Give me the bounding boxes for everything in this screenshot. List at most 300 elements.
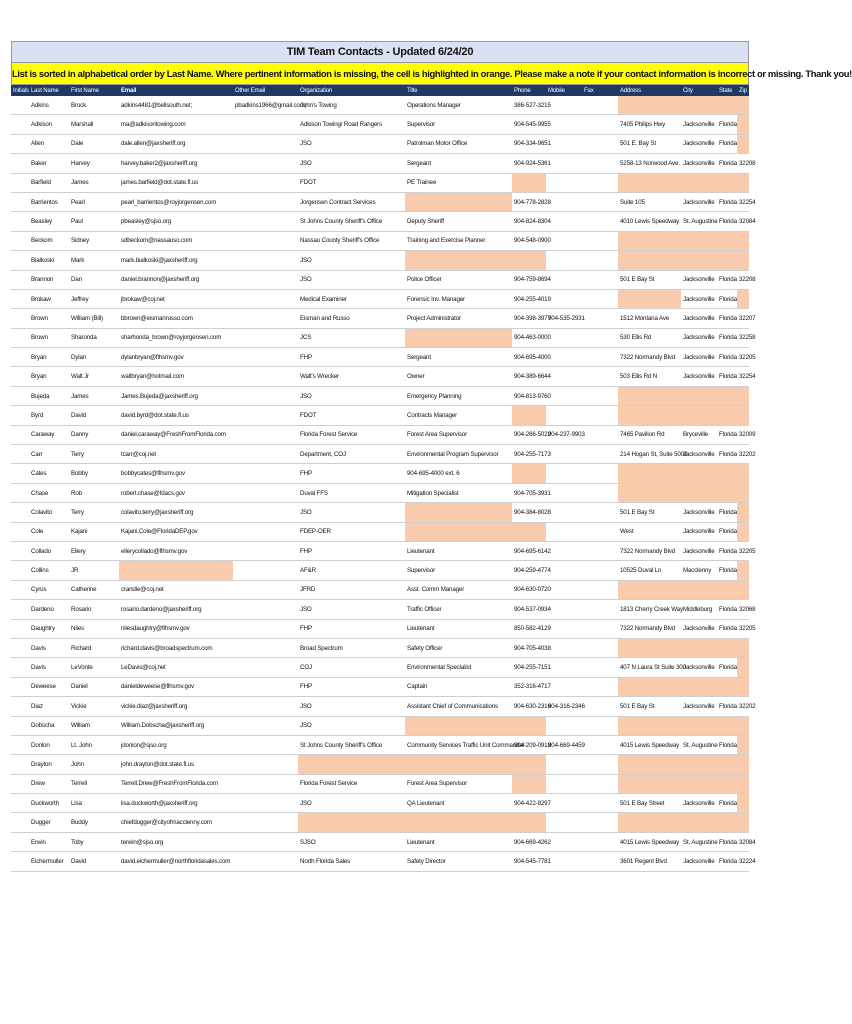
- cell-city[interactable]: Jacksonville: [681, 309, 717, 328]
- cell-fax[interactable]: [582, 580, 618, 599]
- cell-initials[interactable]: [11, 270, 29, 289]
- cell-mobile[interactable]: [546, 852, 582, 871]
- cell-title[interactable]: [405, 251, 512, 270]
- cell-last-name[interactable]: Collado: [29, 541, 69, 560]
- cell-city[interactable]: Jacksonville: [681, 348, 717, 367]
- cell-initials[interactable]: [11, 406, 29, 425]
- table-row[interactable]: [11, 464, 749, 483]
- cell-mobile[interactable]: [546, 115, 582, 134]
- cell-city[interactable]: St. Augustine: [681, 212, 717, 231]
- cell-state[interactable]: Florida: [717, 852, 737, 871]
- cell-zip[interactable]: [737, 96, 749, 115]
- cell-zip[interactable]: [737, 561, 749, 580]
- cell-other-email[interactable]: [233, 541, 298, 560]
- cell-address[interactable]: [618, 755, 681, 774]
- cell-fax[interactable]: [582, 96, 618, 115]
- cell-state[interactable]: Florida: [717, 794, 737, 813]
- cell-other-email[interactable]: [233, 406, 298, 425]
- cell-title[interactable]: Asst. Comm Manager: [405, 580, 512, 599]
- cell-first-name[interactable]: Ellery: [69, 541, 119, 560]
- cell-initials[interactable]: [11, 425, 29, 444]
- table-row[interactable]: [11, 638, 749, 657]
- cell-fax[interactable]: [582, 406, 618, 425]
- cell-organization[interactable]: Broad Spectrum: [298, 638, 405, 657]
- cell-title[interactable]: [405, 328, 512, 347]
- cell-first-name[interactable]: Pearl: [69, 192, 119, 211]
- cell-phone[interactable]: 352-316-4717: [512, 677, 546, 696]
- cell-mobile[interactable]: [546, 503, 582, 522]
- table-row[interactable]: [11, 561, 749, 580]
- cell-address[interactable]: [618, 774, 681, 793]
- cell-last-name[interactable]: Erwin: [29, 832, 69, 851]
- cell-fax[interactable]: [582, 231, 618, 250]
- cell-city[interactable]: [681, 464, 717, 483]
- cell-other-email[interactable]: [233, 367, 298, 386]
- cell-address[interactable]: [618, 173, 681, 192]
- cell-initials[interactable]: [11, 697, 29, 716]
- cell-state[interactable]: Florida: [717, 154, 737, 173]
- column-header-email[interactable]: Email: [119, 85, 233, 96]
- cell-last-name[interactable]: Dardeno: [29, 600, 69, 619]
- cell-address[interactable]: 1512 Montana Ave: [618, 309, 681, 328]
- cell-phone[interactable]: 904-669-4262: [512, 832, 546, 851]
- cell-other-email[interactable]: [233, 619, 298, 638]
- cell-organization[interactable]: Duval FFS: [298, 483, 405, 502]
- table-row[interactable]: [11, 503, 749, 522]
- cell-last-name[interactable]: Barfield: [29, 173, 69, 192]
- cell-email[interactable]: richard.davis@broadspectrum.com: [119, 638, 233, 657]
- cell-fax[interactable]: [582, 251, 618, 270]
- cell-initials[interactable]: [11, 561, 29, 580]
- cell-fax[interactable]: [582, 697, 618, 716]
- cell-first-name[interactable]: Daniel: [69, 677, 119, 696]
- cell-last-name[interactable]: Collins: [29, 561, 69, 580]
- cell-organization[interactable]: FHP: [298, 464, 405, 483]
- cell-mobile[interactable]: [546, 212, 582, 231]
- table-row[interactable]: [11, 522, 749, 541]
- cell-title[interactable]: Captain: [405, 677, 512, 696]
- cell-state[interactable]: [717, 406, 737, 425]
- cell-phone[interactable]: [512, 251, 546, 270]
- cell-initials[interactable]: [11, 309, 29, 328]
- cell-state[interactable]: Florida: [717, 735, 737, 754]
- table-row[interactable]: [11, 386, 749, 405]
- cell-zip[interactable]: 32068: [737, 600, 749, 619]
- cell-zip[interactable]: [737, 503, 749, 522]
- cell-email[interactable]: mark.bialkoski@jaxsheriff.org: [119, 251, 233, 270]
- cell-phone[interactable]: 904-398-3977: [512, 309, 546, 328]
- cell-address[interactable]: 5258-13 Norwood Ave.: [618, 154, 681, 173]
- cell-phone[interactable]: 904-384-8028: [512, 503, 546, 522]
- cell-last-name[interactable]: Carr: [29, 445, 69, 464]
- column-header-address[interactable]: Address: [618, 85, 681, 96]
- table-row[interactable]: [11, 774, 749, 793]
- cell-first-name[interactable]: Brock: [69, 96, 119, 115]
- cell-state[interactable]: [717, 386, 737, 405]
- cell-other-email[interactable]: [233, 173, 298, 192]
- cell-other-email[interactable]: [233, 231, 298, 250]
- cell-city[interactable]: [681, 638, 717, 657]
- cell-email[interactable]: dylanbryan@flhsmv.gov: [119, 348, 233, 367]
- cell-phone[interactable]: [512, 813, 546, 832]
- cell-initials[interactable]: [11, 735, 29, 754]
- cell-other-email[interactable]: [233, 212, 298, 231]
- cell-other-email[interactable]: [233, 115, 298, 134]
- cell-phone[interactable]: 904-334-9651: [512, 134, 546, 153]
- cell-last-name[interactable]: Bryan: [29, 367, 69, 386]
- cell-phone[interactable]: 904-824-8304: [512, 212, 546, 231]
- cell-fax[interactable]: [582, 386, 618, 405]
- cell-state[interactable]: Florida: [717, 348, 737, 367]
- cell-other-email[interactable]: [233, 270, 298, 289]
- cell-title[interactable]: Contracts Manager: [405, 406, 512, 425]
- cell-title[interactable]: PE Trainee: [405, 173, 512, 192]
- cell-title[interactable]: Assistant Chief of Communications: [405, 697, 512, 716]
- cell-other-email[interactable]: [233, 309, 298, 328]
- cell-first-name[interactable]: Vickie: [69, 697, 119, 716]
- cell-last-name[interactable]: Allen: [29, 134, 69, 153]
- table-row[interactable]: [11, 115, 749, 134]
- cell-organization[interactable]: John's Towing: [298, 96, 405, 115]
- cell-organization[interactable]: JSO: [298, 386, 405, 405]
- cell-title[interactable]: Sergeant: [405, 348, 512, 367]
- cell-address[interactable]: [618, 289, 681, 308]
- cell-other-email[interactable]: [233, 522, 298, 541]
- cell-email[interactable]: sdbeckom@nassauso.com: [119, 231, 233, 250]
- cell-title[interactable]: [405, 503, 512, 522]
- cell-city[interactable]: Jacksonville: [681, 115, 717, 134]
- cell-phone[interactable]: 386-527-3215: [512, 96, 546, 115]
- cell-last-name[interactable]: Davis: [29, 638, 69, 657]
- cell-title[interactable]: Supervisor: [405, 115, 512, 134]
- cell-city[interactable]: Jacksonville: [681, 541, 717, 560]
- cell-initials[interactable]: [11, 658, 29, 677]
- cell-phone[interactable]: 904-705-3931: [512, 483, 546, 502]
- cell-city[interactable]: [681, 251, 717, 270]
- cell-organization[interactable]: Jorgensen Contract Services: [298, 192, 405, 211]
- cell-mobile[interactable]: [546, 600, 582, 619]
- cell-first-name[interactable]: JR: [69, 561, 119, 580]
- cell-last-name[interactable]: Cole: [29, 522, 69, 541]
- cell-email[interactable]: john.drayton@dot.state.fl.us: [119, 755, 233, 774]
- cell-zip[interactable]: 32254: [737, 192, 749, 211]
- cell-title[interactable]: Environmental Program Supervisor: [405, 445, 512, 464]
- cell-initials[interactable]: [11, 96, 29, 115]
- cell-last-name[interactable]: Byrd: [29, 406, 69, 425]
- cell-last-name[interactable]: Caraway: [29, 425, 69, 444]
- cell-title[interactable]: Safety Director: [405, 852, 512, 871]
- cell-zip[interactable]: 32009: [737, 425, 749, 444]
- cell-email[interactable]: tcarr@coj.net: [119, 445, 233, 464]
- column-header-mobile[interactable]: Mobile: [546, 85, 582, 96]
- cell-first-name[interactable]: Walt Jr: [69, 367, 119, 386]
- cell-email[interactable]: terwin@sjso.org: [119, 832, 233, 851]
- cell-city[interactable]: Macclenny: [681, 561, 717, 580]
- cell-state[interactable]: [717, 774, 737, 793]
- cell-city[interactable]: [681, 173, 717, 192]
- table-row[interactable]: [11, 192, 749, 211]
- cell-zip[interactable]: 32205: [737, 348, 749, 367]
- cell-first-name[interactable]: Catherine: [69, 580, 119, 599]
- table-row[interactable]: [11, 541, 749, 560]
- cell-fax[interactable]: [582, 173, 618, 192]
- cell-organization[interactable]: JSO: [298, 697, 405, 716]
- cell-initials[interactable]: [11, 251, 29, 270]
- cell-organization[interactable]: FHP: [298, 541, 405, 560]
- cell-phone[interactable]: 904-630-2316: [512, 697, 546, 716]
- cell-zip[interactable]: 32254: [737, 367, 749, 386]
- cell-zip[interactable]: [737, 289, 749, 308]
- cell-address[interactable]: [618, 638, 681, 657]
- cell-other-email[interactable]: [233, 425, 298, 444]
- cell-initials[interactable]: [11, 231, 29, 250]
- cell-city[interactable]: [681, 386, 717, 405]
- cell-email[interactable]: jbrokaw@coj.net: [119, 289, 233, 308]
- cell-phone[interactable]: [512, 716, 546, 735]
- cell-title[interactable]: Lieutenant: [405, 619, 512, 638]
- cell-zip[interactable]: [737, 735, 749, 754]
- cell-fax[interactable]: [582, 522, 618, 541]
- cell-zip[interactable]: [737, 813, 749, 832]
- cell-initials[interactable]: [11, 774, 29, 793]
- cell-other-email[interactable]: [233, 697, 298, 716]
- cell-address[interactable]: 501 E Bay St: [618, 270, 681, 289]
- cell-city[interactable]: Jacksonville: [681, 192, 717, 211]
- cell-city[interactable]: Jacksonville: [681, 367, 717, 386]
- cell-organization[interactable]: JCS: [298, 328, 405, 347]
- cell-other-email[interactable]: [233, 445, 298, 464]
- cell-mobile[interactable]: [546, 580, 582, 599]
- cell-last-name[interactable]: Daughtry: [29, 619, 69, 638]
- cell-fax[interactable]: [582, 154, 618, 173]
- table-row[interactable]: [11, 367, 749, 386]
- cell-city[interactable]: Jacksonville: [681, 328, 717, 347]
- cell-zip[interactable]: [737, 522, 749, 541]
- cell-first-name[interactable]: Lisa: [69, 794, 119, 813]
- cell-initials[interactable]: [11, 794, 29, 813]
- cell-title[interactable]: Patrolman Motor Office: [405, 134, 512, 153]
- cell-address[interactable]: [618, 231, 681, 250]
- cell-phone[interactable]: 904-630-0720: [512, 580, 546, 599]
- cell-first-name[interactable]: James: [69, 173, 119, 192]
- cell-email[interactable]: pbeasley@sjso.org: [119, 212, 233, 231]
- cell-zip[interactable]: 32208: [737, 154, 749, 173]
- cell-other-email[interactable]: [233, 386, 298, 405]
- cell-organization[interactable]: Department, COJ: [298, 445, 405, 464]
- cell-city[interactable]: St. Augustine: [681, 735, 717, 754]
- cell-zip[interactable]: 32207: [737, 309, 749, 328]
- cell-address[interactable]: 7322 Normandy Blvd: [618, 619, 681, 638]
- cell-zip[interactable]: [737, 658, 749, 677]
- cell-address[interactable]: 501 E Bay Street: [618, 794, 681, 813]
- table-row[interactable]: [11, 309, 749, 328]
- cell-other-email[interactable]: [233, 813, 298, 832]
- cell-mobile[interactable]: [546, 794, 582, 813]
- cell-state[interactable]: Florida: [717, 425, 737, 444]
- cell-fax[interactable]: [582, 735, 618, 754]
- cell-organization[interactable]: Eisman and Russo: [298, 309, 405, 328]
- column-header-other-email[interactable]: Other Email: [233, 85, 298, 96]
- cell-mobile[interactable]: [546, 619, 582, 638]
- cell-address[interactable]: 7465 Pavilion Rd: [618, 425, 681, 444]
- cell-city[interactable]: Jacksonville: [681, 658, 717, 677]
- cell-other-email[interactable]: [233, 154, 298, 173]
- cell-state[interactable]: Florida: [717, 328, 737, 347]
- cell-mobile[interactable]: [546, 813, 582, 832]
- cell-email[interactable]: [119, 561, 233, 580]
- cell-state[interactable]: [717, 231, 737, 250]
- cell-address[interactable]: 501 E Bay St: [618, 697, 681, 716]
- cell-initials[interactable]: [11, 503, 29, 522]
- cell-address[interactable]: 4015 Lewis Speedway: [618, 832, 681, 851]
- cell-other-email[interactable]: [233, 755, 298, 774]
- cell-mobile[interactable]: 904-316-2346: [546, 697, 582, 716]
- cell-mobile[interactable]: [546, 638, 582, 657]
- cell-first-name[interactable]: Harvey: [69, 154, 119, 173]
- cell-other-email[interactable]: [233, 289, 298, 308]
- table-row[interactable]: [11, 852, 749, 871]
- cell-phone[interactable]: [512, 774, 546, 793]
- cell-phone[interactable]: 904-255-4019: [512, 289, 546, 308]
- cell-fax[interactable]: [582, 445, 618, 464]
- cell-first-name[interactable]: Bobby: [69, 464, 119, 483]
- cell-title[interactable]: Emergency Planning: [405, 386, 512, 405]
- cell-zip[interactable]: 32224: [737, 852, 749, 871]
- cell-email[interactable]: bobbycates@flhsmv.gov: [119, 464, 233, 483]
- cell-state[interactable]: [717, 755, 737, 774]
- cell-phone[interactable]: 904-255-7151: [512, 658, 546, 677]
- table-row[interactable]: [11, 832, 749, 851]
- column-header-initials[interactable]: Initials: [11, 85, 29, 96]
- cell-last-name[interactable]: Adkison: [29, 115, 69, 134]
- table-row[interactable]: [11, 251, 749, 270]
- cell-state[interactable]: [717, 173, 737, 192]
- cell-email[interactable]: david.eichermuller@northfloridasales.com: [119, 852, 233, 871]
- cell-zip[interactable]: [737, 638, 749, 657]
- cell-state[interactable]: [717, 677, 737, 696]
- cell-city[interactable]: [681, 483, 717, 502]
- cell-fax[interactable]: [582, 115, 618, 134]
- cell-address[interactable]: 7322 Normandy Blvd: [618, 348, 681, 367]
- cell-initials[interactable]: [11, 832, 29, 851]
- cell-initials[interactable]: [11, 289, 29, 308]
- cell-state[interactable]: Florida: [717, 832, 737, 851]
- cell-other-email[interactable]: [233, 464, 298, 483]
- cell-last-name[interactable]: Beckom: [29, 231, 69, 250]
- cell-fax[interactable]: [582, 813, 618, 832]
- cell-address[interactable]: [618, 813, 681, 832]
- cell-last-name[interactable]: Duckworth: [29, 794, 69, 813]
- table-row[interactable]: [11, 425, 749, 444]
- cell-first-name[interactable]: William (Bill): [69, 309, 119, 328]
- cell-organization[interactable]: Florida Forest Service: [298, 774, 405, 793]
- cell-title[interactable]: Owner: [405, 367, 512, 386]
- cell-organization[interactable]: JSO: [298, 270, 405, 289]
- cell-organization[interactable]: COJ: [298, 658, 405, 677]
- cell-other-email[interactable]: [233, 832, 298, 851]
- table-row[interactable]: [11, 755, 749, 774]
- cell-organization[interactable]: FHP: [298, 348, 405, 367]
- cell-last-name[interactable]: Diaz: [29, 697, 69, 716]
- cell-last-name[interactable]: Chase: [29, 483, 69, 502]
- cell-last-name[interactable]: Bialkoski: [29, 251, 69, 270]
- cell-initials[interactable]: [11, 464, 29, 483]
- cell-title[interactable]: Police Officer: [405, 270, 512, 289]
- cell-last-name[interactable]: Beasley: [29, 212, 69, 231]
- column-header-city[interactable]: City: [681, 85, 717, 96]
- cell-title[interactable]: Forest Area Supervisor: [405, 425, 512, 444]
- cell-zip[interactable]: 32202: [737, 697, 749, 716]
- cell-email[interactable]: sharhonda_brown@royjorgensen.com: [119, 328, 233, 347]
- cell-mobile[interactable]: [546, 406, 582, 425]
- cell-other-email[interactable]: [233, 852, 298, 871]
- cell-other-email[interactable]: [233, 134, 298, 153]
- cell-fax[interactable]: [582, 600, 618, 619]
- table-row[interactable]: [11, 600, 749, 619]
- cell-title[interactable]: QA Lieutenant: [405, 794, 512, 813]
- cell-state[interactable]: Florida: [717, 309, 737, 328]
- cell-email[interactable]: daniel.caraway@FreshFromFlorida.com: [119, 425, 233, 444]
- cell-phone[interactable]: [512, 522, 546, 541]
- cell-city[interactable]: [681, 677, 717, 696]
- cell-mobile[interactable]: [546, 541, 582, 560]
- cell-city[interactable]: Jacksonville: [681, 289, 717, 308]
- cell-title[interactable]: Sergeant: [405, 154, 512, 173]
- cell-organization[interactable]: St Johns County Sheriff's Office: [298, 212, 405, 231]
- cell-first-name[interactable]: Dylan: [69, 348, 119, 367]
- cell-organization[interactable]: JSO: [298, 716, 405, 735]
- cell-phone[interactable]: 904-537-0934: [512, 600, 546, 619]
- table-row[interactable]: [11, 445, 749, 464]
- cell-zip[interactable]: 32084: [737, 212, 749, 231]
- cell-city[interactable]: [681, 774, 717, 793]
- cell-address[interactable]: 214 Hogan St, Suite 5000: [618, 445, 681, 464]
- cell-phone[interactable]: [512, 464, 546, 483]
- cell-initials[interactable]: [11, 755, 29, 774]
- cell-mobile[interactable]: 904-669-4459: [546, 735, 582, 754]
- cell-phone[interactable]: 904-255-7173: [512, 445, 546, 464]
- cell-email[interactable]: dale.allen@jaxsheriff.org: [119, 134, 233, 153]
- cell-phone[interactable]: 904-463-0000: [512, 328, 546, 347]
- cell-last-name[interactable]: Drew: [29, 774, 69, 793]
- cell-phone[interactable]: 904-545-7781: [512, 852, 546, 871]
- cell-other-email[interactable]: [233, 658, 298, 677]
- cell-address[interactable]: [618, 580, 681, 599]
- cell-state[interactable]: Florida: [717, 115, 737, 134]
- cell-initials[interactable]: [11, 115, 29, 134]
- cell-zip[interactable]: 32208: [737, 270, 749, 289]
- table-row[interactable]: [11, 716, 749, 735]
- cell-address[interactable]: 3601 Regent Blvd: [618, 852, 681, 871]
- cell-email[interactable]: William.Dobscha@jaxsheriff.org: [119, 716, 233, 735]
- table-row[interactable]: [11, 173, 749, 192]
- cell-email[interactable]: vickie.diaz@jaxsheriff.org: [119, 697, 233, 716]
- cell-state[interactable]: Florida: [717, 600, 737, 619]
- cell-mobile[interactable]: [546, 270, 582, 289]
- cell-title[interactable]: [405, 755, 512, 774]
- cell-city[interactable]: [681, 716, 717, 735]
- cell-mobile[interactable]: [546, 386, 582, 405]
- table-row[interactable]: [11, 154, 749, 173]
- cell-address[interactable]: [618, 96, 681, 115]
- cell-other-email[interactable]: [233, 483, 298, 502]
- cell-first-name[interactable]: John: [69, 755, 119, 774]
- cell-email[interactable]: danieldeweese@flhsmv.gov: [119, 677, 233, 696]
- cell-state[interactable]: Florida: [717, 503, 737, 522]
- cell-last-name[interactable]: Brown: [29, 309, 69, 328]
- cell-organization[interactable]: FHP: [298, 619, 405, 638]
- cell-email[interactable]: jdonlon@sjso.org: [119, 735, 233, 754]
